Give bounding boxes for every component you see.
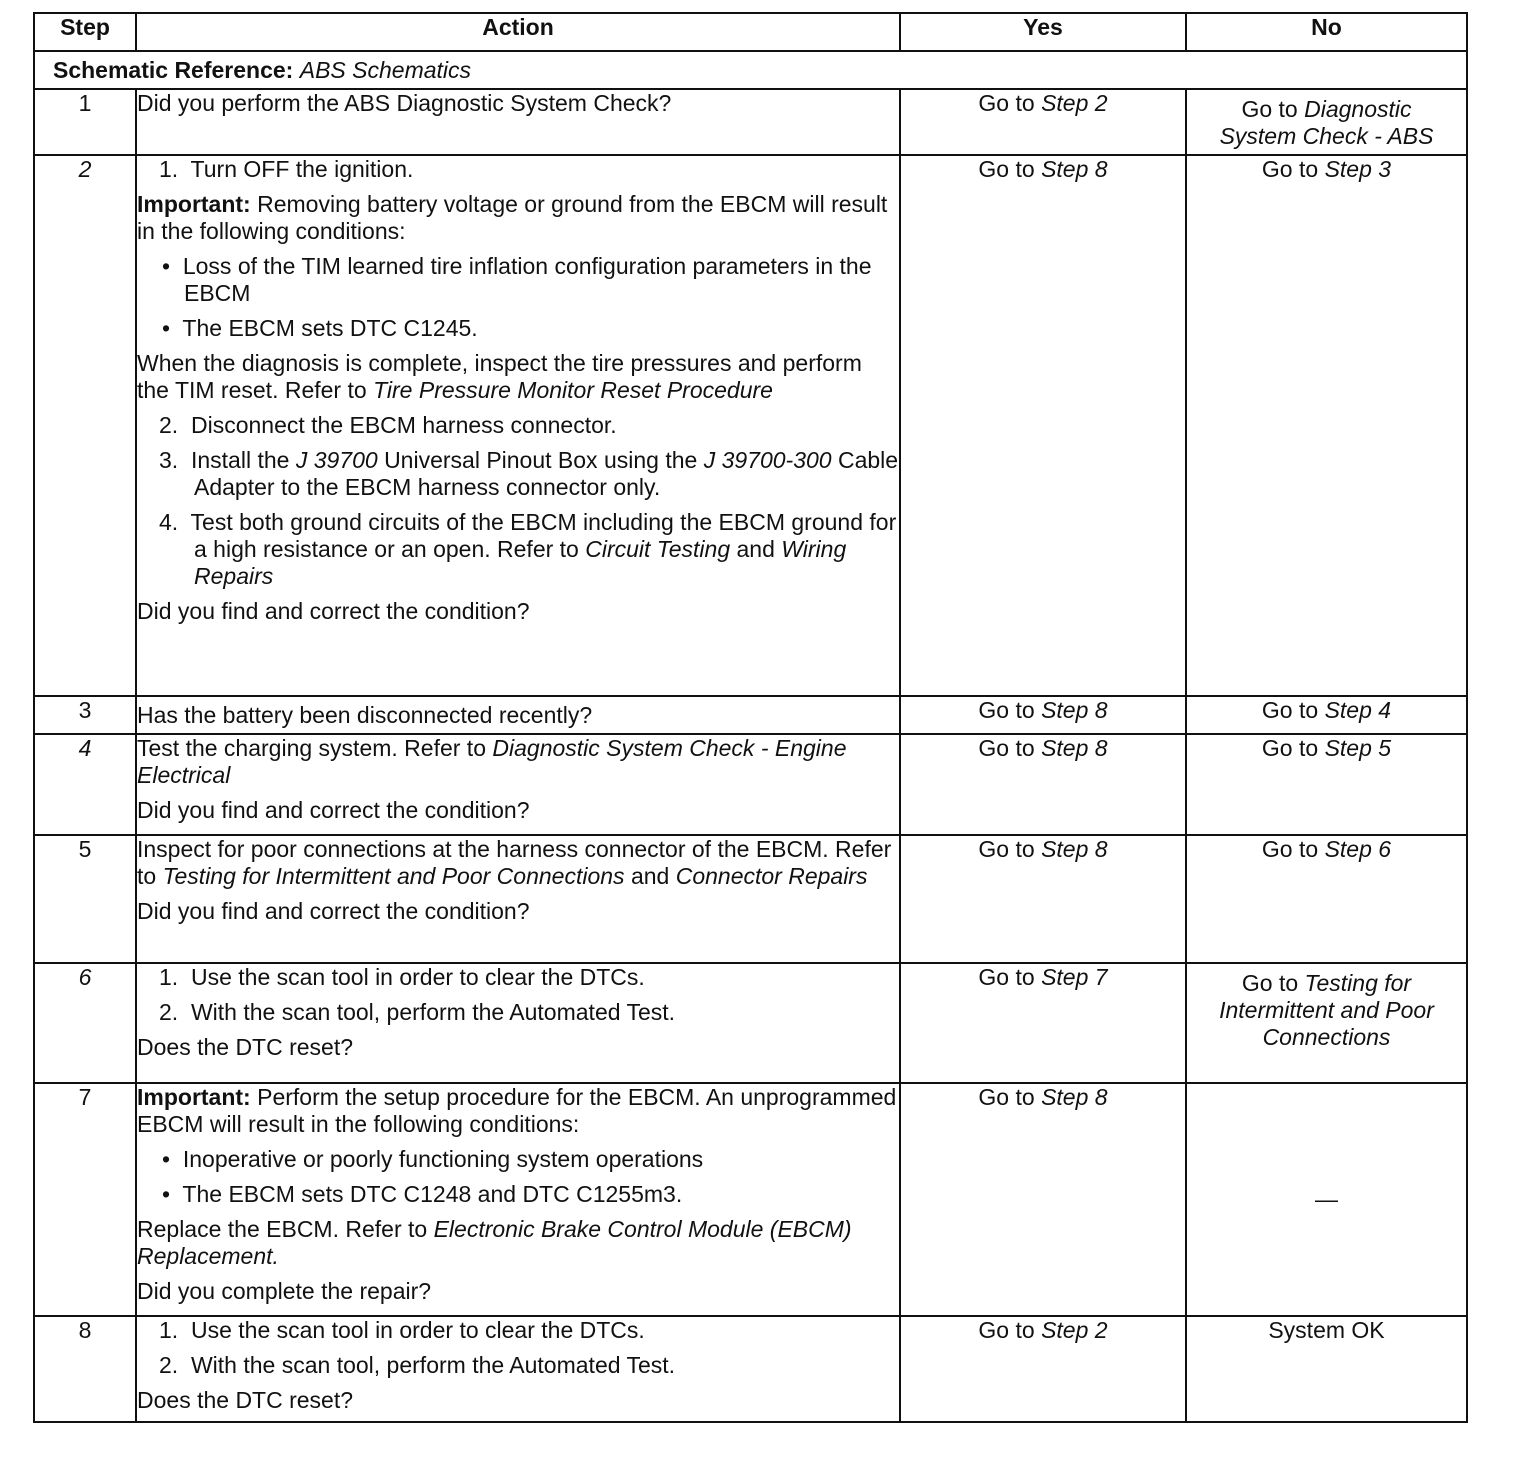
action-cell	[136, 155, 900, 696]
yes-step-link[interactable]: Step 7	[1041, 964, 1108, 990]
yes-cell: Go to Step 2	[900, 1316, 1186, 1422]
no-cell: Go to Step 3	[1186, 155, 1467, 696]
list-item: 1. Use the scan tool in order to clear the DTCs.	[159, 964, 645, 990]
yes-step-link[interactable]: Step 8	[1041, 1084, 1108, 1110]
paragraph: Replace the EBCM. Refer to Electronic Brake Control Module (EBCM) Replacement.	[137, 1216, 852, 1269]
reference-link[interactable]: Diagnostic System Check - Engine Electrical	[137, 735, 847, 788]
bullet-item: • Loss of the TIM learned tire inflation configuration parameters in the EBCM	[162, 253, 872, 306]
step-number: 1	[34, 89, 136, 155]
paragraph: Test the charging system. Refer to Diagnostic System Check - Engine Electrical	[137, 735, 847, 788]
header-no: No	[1186, 13, 1467, 51]
no-cell: Go to Step 4	[1186, 696, 1467, 734]
no-cell	[1186, 1083, 1467, 1316]
list-item: 2. With the scan tool, perform the Automated Test.	[159, 1352, 676, 1378]
question-text: Did you find and correct the condition?	[137, 898, 530, 924]
no-step-link[interactable]: Step 6	[1324, 836, 1392, 862]
no-step-link[interactable]: Step 4	[1324, 697, 1392, 723]
question-text: Does the DTC reset?	[137, 1034, 354, 1060]
important-note: Important: Perform the setup procedure for the EBCM. An unprogrammed EBCM will result in the following conditions:	[137, 1084, 897, 1137]
reference-link[interactable]: Circuit Testing	[585, 536, 731, 562]
step-number: 4	[34, 734, 136, 835]
header-step: Step	[34, 13, 136, 51]
table-row	[34, 1083, 1467, 1316]
reference-link[interactable]: Testing for Intermittent and Poor Connections	[162, 863, 625, 889]
important-note: Important: Removing battery voltage or ground from the EBCM will result in the following conditions:	[137, 191, 888, 244]
step-number: 6	[34, 963, 136, 1083]
list-item: 1. Turn OFF the ignition.	[159, 156, 414, 182]
step-number: 7	[34, 1083, 136, 1316]
reference-link[interactable]: Electronic Brake Control Module (EBCM) Replacement.	[137, 1216, 852, 1269]
no-target-link[interactable]: System Check - ABS	[1219, 123, 1434, 149]
yes-step-link[interactable]: Step 8	[1041, 156, 1108, 182]
step-number: 3	[34, 696, 136, 734]
no-cell: Go to Step 6	[1186, 835, 1467, 963]
table-row	[34, 1316, 1467, 1422]
step-number: 2	[34, 155, 136, 696]
question-text: Did you perform the ABS Diagnostic System Check?	[137, 90, 672, 116]
list-item: 2. Disconnect the EBCM harness connector.	[159, 412, 617, 438]
schematic-reference	[34, 51, 1467, 89]
yes-step-link[interactable]: Step 8	[1041, 836, 1108, 862]
no-step-link[interactable]: Step 3	[1324, 156, 1392, 182]
tool-reference: J 39700-300	[703, 447, 832, 473]
question-text: Does the DTC reset?	[137, 1387, 354, 1413]
no-cell	[1186, 1316, 1467, 1422]
yes-cell	[900, 89, 1186, 155]
no-value: —	[1315, 1186, 1338, 1212]
tool-reference: J 39700	[295, 447, 378, 473]
list-item: 3. Install the J 39700 Universal Pinout Box using the J 39700-300 Cable Adapter to the EBCM harness connector only.	[159, 447, 899, 500]
yes-cell: Go to Step 8	[900, 734, 1186, 835]
go-to-text: Go to	[1241, 96, 1298, 122]
yes-cell: Go to Step 7	[900, 963, 1186, 1083]
action-cell	[136, 734, 900, 835]
bullet-item: • The EBCM sets DTC C1248 and DTC C1255m3.	[162, 1181, 683, 1207]
schematic-reference-link[interactable]: ABS Schematics	[299, 56, 472, 83]
go-to-text: Go to	[978, 90, 1035, 116]
schematic-reference-row	[34, 51, 1467, 89]
table-row	[34, 835, 1467, 963]
reference-link[interactable]: Connector Repairs	[675, 863, 868, 889]
action-cell	[136, 963, 900, 1083]
no-target-link[interactable]: Intermittent and Poor	[1219, 997, 1434, 1023]
yes-cell: Go to Step 8	[900, 835, 1186, 963]
no-step-link[interactable]: Step 5	[1324, 735, 1392, 761]
list-item: 1. Use the scan tool in order to clear the DTCs.	[159, 1317, 645, 1343]
yes-cell: Go to Step 8	[900, 1083, 1186, 1316]
reference-link[interactable]: Wiring Repairs	[194, 536, 847, 589]
no-target-link[interactable]: Testing for	[1304, 970, 1412, 996]
step-number: 8	[34, 1316, 136, 1422]
step-number: 5	[34, 835, 136, 963]
yes-step-link[interactable]: Step 8	[1041, 697, 1108, 723]
paragraph: Inspect for poor connections at the harness connector of the EBCM. Refer to Testing for Intermittent and Poor Connections and Connector Repairs	[137, 836, 892, 889]
action-cell	[136, 835, 900, 963]
question-text: Has the battery been disconnected recently?	[137, 702, 593, 728]
yes-step-link[interactable]: Step 2	[1041, 90, 1108, 116]
yes-cell: Go to Step 8	[900, 696, 1186, 734]
question-text: Did you find and correct the condition?	[137, 598, 530, 624]
action-cell	[136, 1083, 900, 1316]
list-item: 4. Test both ground circuits of the EBCM including the EBCM ground for a high resistance or an open. Refer to Circuit Testing and Wiring Repairs	[159, 509, 897, 589]
no-value: System OK	[1268, 1317, 1385, 1343]
no-target-link[interactable]: Connections	[1262, 1024, 1391, 1050]
reference-link[interactable]: Tire Pressure Monitor Reset Procedure	[373, 377, 773, 403]
no-cell: Go to Testing for Intermittent and Poor Connections	[1186, 963, 1467, 1083]
table-row	[34, 89, 1467, 155]
question-text: Did you find and correct the condition?	[137, 797, 530, 823]
schematic-reference-label: Schematic Reference:	[53, 56, 294, 83]
list-item: 2. With the scan tool, perform the Automated Test.	[159, 999, 676, 1025]
no-target-link[interactable]: Diagnostic	[1304, 96, 1412, 122]
no-cell	[1186, 89, 1467, 155]
yes-step-link[interactable]: Step 8	[1041, 735, 1108, 761]
no-cell: Go to Step 5	[1186, 734, 1467, 835]
action-cell	[136, 696, 900, 734]
table-row	[34, 963, 1467, 1083]
diagnostic-table	[33, 12, 1468, 1423]
bullet-item: • The EBCM sets DTC C1245.	[162, 315, 478, 341]
header-row	[34, 13, 1467, 51]
question-text: Did you complete the repair?	[137, 1278, 432, 1304]
yes-cell: Go to Step 8	[900, 155, 1186, 696]
bullet-item: • Inoperative or poorly functioning system operations	[162, 1146, 704, 1172]
action-cell	[136, 1316, 900, 1422]
table-row	[34, 696, 1467, 734]
action-cell	[136, 89, 900, 155]
table-row	[34, 734, 1467, 835]
yes-step-link[interactable]: Step 2	[1041, 1317, 1108, 1343]
paragraph: When the diagnosis is complete, inspect the tire pressures and perform the TIM reset. Refer to Tire Pressure Monitor Reset Procedure	[137, 350, 862, 403]
header-yes: Yes	[900, 13, 1186, 51]
table-row	[34, 155, 1467, 696]
header-action: Action	[136, 13, 900, 51]
